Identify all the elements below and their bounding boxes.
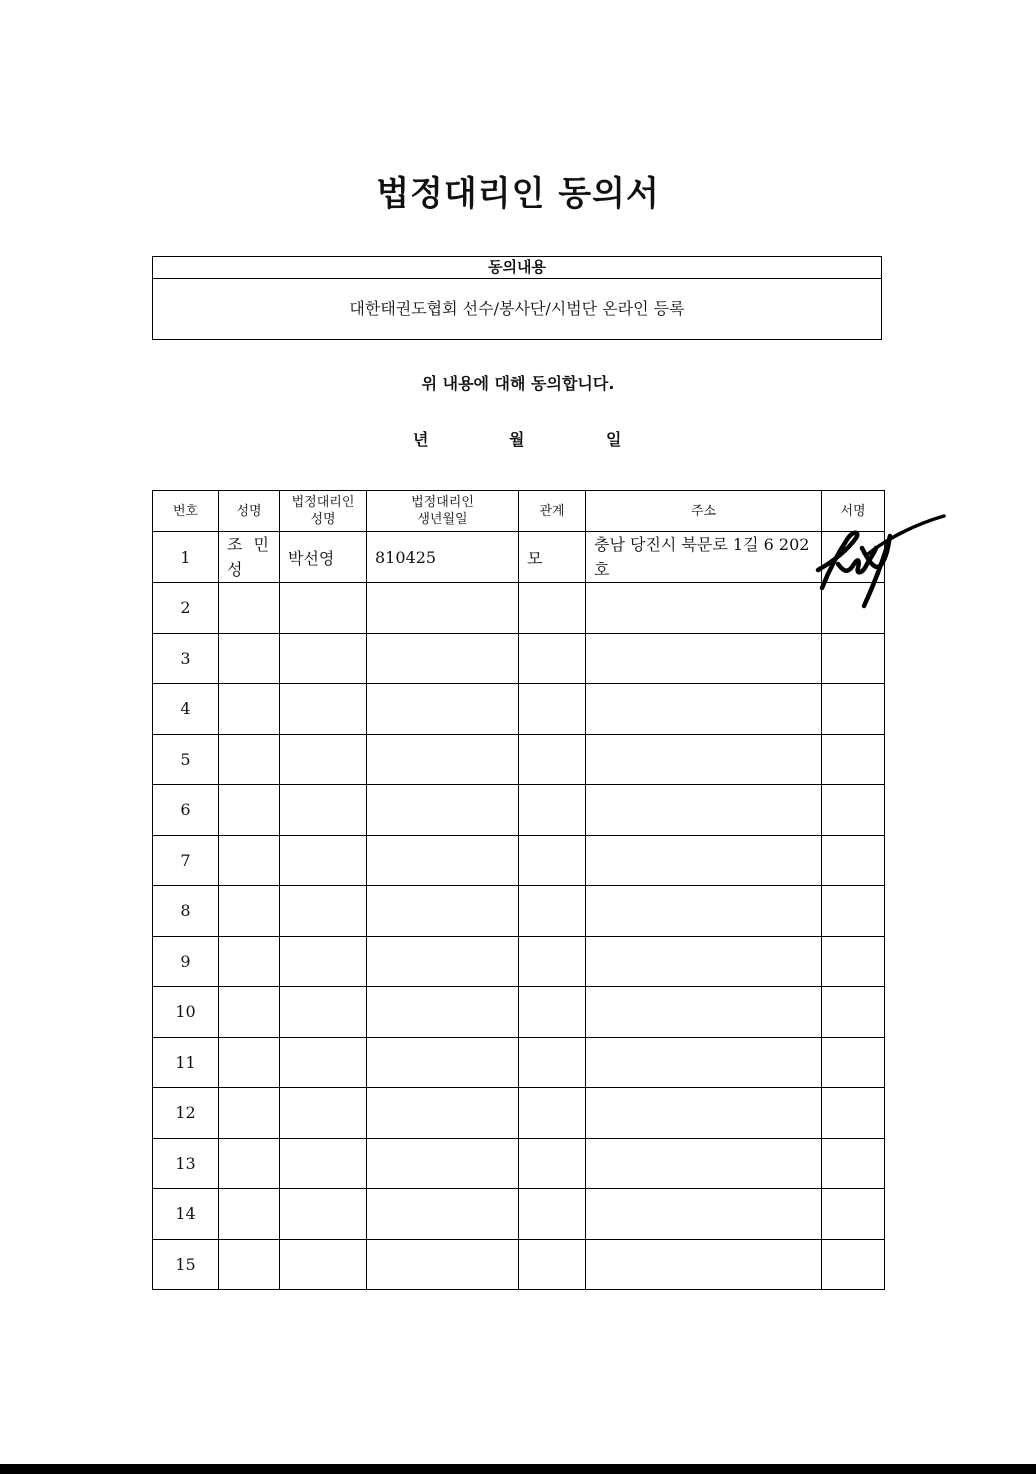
row-guardian-birth-cell: [367, 936, 519, 987]
row-relation-cell: [519, 684, 586, 735]
row-address-cell: [586, 785, 822, 836]
row-guardian-name-cell: [280, 886, 367, 937]
row-relation-cell: [519, 1138, 586, 1189]
row-guardian-birth-cell: [367, 734, 519, 785]
table-row: [153, 1239, 885, 1290]
row-guardian-birth-cell: [367, 785, 519, 836]
row-name-cell: [219, 1189, 280, 1240]
row-relation-cell: [519, 1239, 586, 1290]
header-no: 번호: [153, 491, 219, 532]
row-no-cell: 7: [153, 835, 219, 886]
row-guardian-birth-cell: [367, 1138, 519, 1189]
table-row: [153, 987, 885, 1038]
row-address-cell: [586, 987, 822, 1038]
header-guardian-name-line2: 성명: [310, 512, 336, 527]
table-row: [153, 886, 885, 937]
row-guardian-name-cell: [280, 987, 367, 1038]
row-no-cell: 15: [153, 1239, 219, 1290]
row-guardian-birth-cell: 810425: [367, 532, 519, 583]
header-guardian-name: [280, 491, 367, 532]
table-row: [153, 1138, 885, 1189]
row-name-cell: [219, 1239, 280, 1290]
row-guardian-name-cell: [280, 684, 367, 735]
row-guardian-birth-cell: [367, 1189, 519, 1240]
row-signature-cell: [822, 785, 885, 836]
row-guardian-name-cell: [280, 936, 367, 987]
date-day-label: 일: [606, 430, 622, 449]
row-relation-cell: [519, 987, 586, 1038]
row-guardian-name-cell: [280, 1088, 367, 1139]
row-signature-cell: [822, 886, 885, 937]
row-signature-cell: [822, 1189, 885, 1240]
table-row: [153, 532, 885, 583]
row-address-cell: [586, 1037, 822, 1088]
row-guardian-birth-cell: [367, 1037, 519, 1088]
row-address-cell: [586, 1138, 822, 1189]
row-name-cell: [219, 684, 280, 735]
row-address-cell: [586, 1088, 822, 1139]
registration-table: [152, 490, 885, 1290]
consent-box: [152, 256, 882, 340]
row-guardian-birth-cell: [367, 886, 519, 937]
table-row: [153, 684, 885, 735]
agree-statement: 위 내용에 대해 동의합니다.: [421, 374, 615, 393]
row-guardian-birth-cell: [367, 1088, 519, 1139]
row-no-cell: 8: [153, 886, 219, 937]
table-row: [153, 936, 885, 987]
row-address-cell: 충남 당진시 북문로 1길 6 202호: [586, 532, 822, 583]
row-signature-cell: [822, 684, 885, 735]
row-guardian-birth-cell: [367, 987, 519, 1038]
row-guardian-name-cell: [280, 1239, 367, 1290]
table-header-row: [153, 491, 885, 532]
row-name-cell: [219, 987, 280, 1038]
row-relation-cell: [519, 1088, 586, 1139]
row-address-cell: [586, 1239, 822, 1290]
header-guardian-birth-line1: 법정대리인: [411, 495, 474, 510]
row-no-cell: 10: [153, 987, 219, 1038]
row-guardian-name-cell: [280, 633, 367, 684]
row-guardian-name-cell: [280, 835, 367, 886]
date-year-label: 년: [413, 430, 429, 449]
header-guardian-birth: [367, 491, 519, 532]
row-address-cell: [586, 734, 822, 785]
header-name: 성명: [219, 491, 280, 532]
row-relation-cell: [519, 734, 586, 785]
row-guardian-birth-cell: [367, 1239, 519, 1290]
row-name-cell: [219, 1037, 280, 1088]
row-name-cell: [219, 835, 280, 886]
document-title: 법정대리인 동의서: [376, 174, 660, 214]
row-no-cell: 2: [153, 583, 219, 634]
row-address-cell: [586, 886, 822, 937]
row-address-cell: [586, 583, 822, 634]
row-address-cell: [586, 1189, 822, 1240]
row-name-cell: [219, 936, 280, 987]
row-guardian-name-cell: [280, 583, 367, 634]
row-name-cell: [219, 1088, 280, 1139]
header-guardian-birth-line2: 생년월일: [417, 512, 468, 527]
row-address-cell: [586, 936, 822, 987]
row-no-cell: 9: [153, 936, 219, 987]
row-relation-cell: [519, 583, 586, 634]
row-signature-cell: [822, 1088, 885, 1139]
row-no-cell: 13: [153, 1138, 219, 1189]
row-address-cell: [586, 633, 822, 684]
header-address: 주소: [586, 491, 822, 532]
row-no-cell: 1: [153, 532, 219, 583]
row-guardian-name-cell: [280, 785, 367, 836]
table-row: [153, 1037, 885, 1088]
row-no-cell: 12: [153, 1088, 219, 1139]
consent-content: 대한태권도협회 선수/봉사단/시범단 온라인 등록: [349, 299, 685, 318]
row-relation-cell: [519, 785, 586, 836]
row-signature-cell: [822, 633, 885, 684]
row-name-cell: [219, 633, 280, 684]
date-month-label: 월: [509, 430, 525, 449]
row-relation-cell: [519, 936, 586, 987]
row-signature-cell: [822, 987, 885, 1038]
row-guardian-birth-cell: [367, 583, 519, 634]
row-no-cell: 3: [153, 633, 219, 684]
table-row: [153, 785, 885, 836]
row-guardian-name-cell: [280, 1189, 367, 1240]
row-relation-cell: [519, 886, 586, 937]
consent-header: 동의내용: [153, 257, 881, 279]
row-signature-cell: [822, 1239, 885, 1290]
row-address-cell: [586, 835, 822, 886]
row-guardian-name-cell: [280, 1138, 367, 1189]
row-name-cell: [219, 886, 280, 937]
table-row: [153, 835, 885, 886]
row-guardian-birth-cell: [367, 684, 519, 735]
row-no-cell: 5: [153, 734, 219, 785]
row-relation-cell: [519, 1037, 586, 1088]
row-signature-cell: [822, 1037, 885, 1088]
table-row: [153, 1088, 885, 1139]
row-name-cell: [219, 785, 280, 836]
row-name-cell: 조 민 성: [219, 532, 280, 583]
table-row: [153, 1189, 885, 1240]
header-relation: 관계: [519, 491, 586, 532]
bottom-border-bar: [0, 1464, 1036, 1474]
row-guardian-birth-cell: [367, 835, 519, 886]
row-signature-cell: [822, 1138, 885, 1189]
table-row: [153, 734, 885, 785]
row-signature-cell: [822, 835, 885, 886]
row-no-cell: 11: [153, 1037, 219, 1088]
header-guardian-name-line1: 법정대리인: [291, 495, 355, 510]
row-relation-cell: [519, 633, 586, 684]
row-relation-cell: [519, 1189, 586, 1240]
table-row: [153, 583, 885, 634]
table-row: [153, 633, 885, 684]
row-name-cell: [219, 734, 280, 785]
header-signature: 서명: [822, 491, 885, 532]
row-no-cell: 6: [153, 785, 219, 836]
row-relation-cell: 모: [519, 532, 586, 583]
row-guardian-name-cell: [280, 1037, 367, 1088]
row-signature-cell: [822, 734, 885, 785]
row-signature-cell: [822, 936, 885, 987]
row-address-cell: [586, 684, 822, 735]
row-relation-cell: [519, 835, 586, 886]
row-no-cell: 14: [153, 1189, 219, 1240]
row-guardian-birth-cell: [367, 633, 519, 684]
row-guardian-name-cell: [280, 734, 367, 785]
row-guardian-name-cell: 박선영: [280, 532, 367, 583]
row-no-cell: 4: [153, 684, 219, 735]
row-name-cell: [219, 583, 280, 634]
handwritten-signature: [808, 508, 948, 612]
row-name-cell: [219, 1138, 280, 1189]
